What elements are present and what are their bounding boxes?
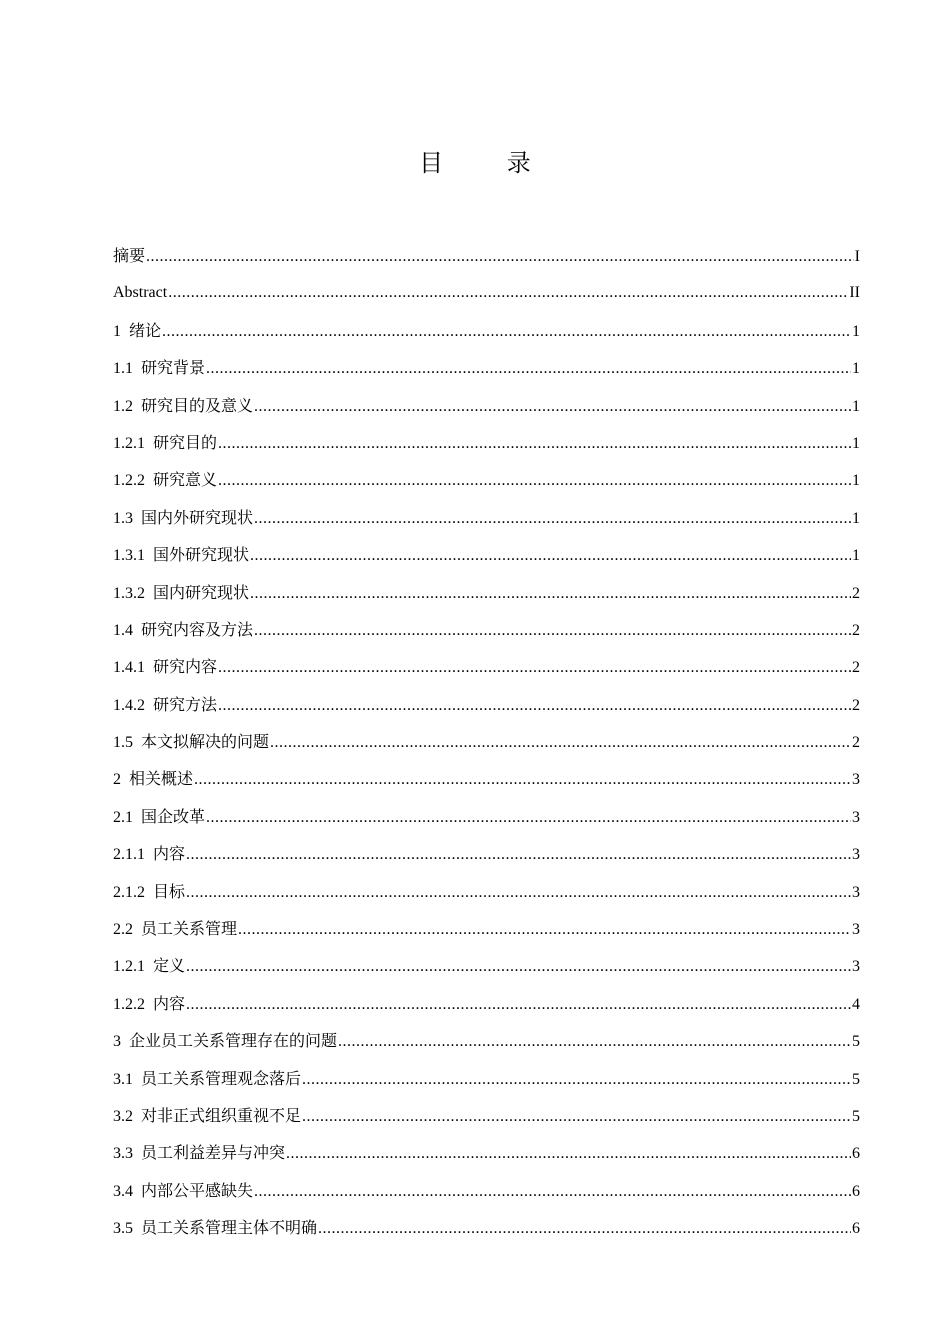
toc-entry[interactable] — [113, 1139, 860, 1176]
toc-entry[interactable] — [113, 317, 860, 354]
toc-number: 1.4.2 — [113, 696, 145, 714]
toc-page-number: 1 — [852, 472, 860, 490]
toc-text: 定义 — [153, 956, 186, 976]
toc-page-number: 1 — [852, 509, 860, 527]
toc-page-number: 1 — [852, 547, 860, 565]
toc-label — [113, 653, 217, 682]
toc-label — [113, 803, 205, 832]
toc-entry[interactable] — [113, 1065, 860, 1102]
toc-page-number: 3 — [852, 771, 860, 789]
toc-entry[interactable] — [113, 728, 860, 765]
toc-label — [113, 728, 269, 757]
toc-text: 对非正式组织重视不足 — [141, 1105, 302, 1125]
toc-page-number: 1 — [852, 360, 860, 378]
toc-entry[interactable] — [113, 279, 860, 316]
toc-dot-leader — [218, 430, 851, 458]
toc-text: 企业员工关系管理存在的问题 — [129, 1031, 338, 1051]
toc-entry[interactable] — [113, 1177, 860, 1214]
toc-label — [113, 765, 193, 794]
toc-text: 相关概述 — [129, 769, 194, 789]
toc-label — [113, 1214, 317, 1243]
toc-text: 研究内容及方法 — [141, 619, 254, 639]
toc-dot-leader — [218, 692, 851, 720]
toc-label — [113, 990, 185, 1019]
toc-entry[interactable] — [113, 1102, 860, 1139]
toc-entry[interactable] — [113, 878, 860, 915]
toc-entry[interactable] — [113, 1214, 860, 1251]
toc-dot-leader — [254, 1178, 851, 1206]
toc-entry[interactable] — [113, 579, 860, 616]
toc-label — [113, 1139, 285, 1168]
toc-label — [113, 242, 145, 270]
toc-label — [113, 504, 253, 533]
toc-text: 员工关系管理主体不明确 — [141, 1218, 318, 1238]
toc-page-number: 2 — [852, 621, 860, 639]
toc-dot-leader — [186, 879, 851, 907]
toc-number: 3.2 — [113, 1107, 133, 1125]
toc-label — [113, 579, 249, 608]
toc-entry[interactable] — [113, 504, 860, 541]
toc-page-number: II — [849, 284, 860, 302]
toc-text: 国内外研究现状 — [141, 507, 254, 527]
toc-dot-leader — [146, 243, 854, 271]
toc-label — [113, 541, 249, 570]
toc-number: 1.1 — [113, 360, 133, 378]
toc-text: 国内研究现状 — [153, 582, 250, 602]
toc-dot-leader — [254, 617, 851, 645]
toc-text: 研究方法 — [153, 694, 218, 714]
toc-label — [113, 1102, 301, 1131]
toc-page-number: 2 — [852, 696, 860, 714]
toc-entry[interactable] — [113, 840, 860, 877]
toc-number: 1.4 — [113, 621, 133, 639]
toc-entry[interactable] — [113, 429, 860, 466]
toc-entry[interactable] — [113, 1027, 860, 1064]
toc-page-number: 3 — [852, 808, 860, 826]
toc-dot-leader — [270, 729, 851, 757]
toc-number: 2.1.2 — [113, 883, 145, 901]
toc-dot-leader — [168, 279, 848, 307]
toc-number: 3 — [113, 1033, 121, 1051]
toc-text: 国外研究现状 — [153, 545, 250, 565]
toc-page-number: 1 — [852, 322, 860, 340]
toc-dot-leader — [238, 916, 851, 944]
toc-label — [113, 429, 217, 458]
toc-page-number: 3 — [852, 846, 860, 864]
toc-entry[interactable] — [113, 653, 860, 690]
toc-entry[interactable] — [113, 691, 860, 728]
toc-label — [113, 952, 185, 981]
toc-label — [113, 279, 167, 307]
toc-dot-leader — [254, 505, 851, 533]
toc-page-number: 4 — [852, 995, 860, 1013]
toc-text: 研究意义 — [153, 470, 218, 490]
toc-entry[interactable] — [113, 990, 860, 1027]
toc-text: 研究目的 — [153, 432, 218, 452]
table-of-contents — [113, 242, 860, 1252]
toc-number: 1.2.2 — [113, 995, 145, 1013]
toc-page-number: 6 — [852, 1145, 860, 1163]
toc-number: 2.1 — [113, 808, 133, 826]
toc-entry[interactable] — [113, 466, 860, 503]
toc-dot-leader — [206, 355, 851, 383]
toc-number: 2.1.1 — [113, 846, 145, 864]
toc-number: 3.4 — [113, 1182, 133, 1200]
toc-entry[interactable] — [113, 392, 860, 429]
toc-number: 3.1 — [113, 1070, 133, 1088]
toc-entry[interactable] — [113, 803, 860, 840]
toc-text: 摘要 — [113, 246, 146, 265]
toc-number: 1.3 — [113, 509, 133, 527]
toc-number: 1.2.1 — [113, 958, 145, 976]
toc-number: 1.4.1 — [113, 659, 145, 677]
toc-label — [113, 691, 217, 720]
toc-text: 绪论 — [129, 320, 162, 340]
toc-page-number: I — [854, 248, 860, 265]
toc-number: 3.3 — [113, 1145, 133, 1163]
toc-dot-leader — [302, 1066, 851, 1094]
toc-text: 研究目的及意义 — [141, 395, 254, 415]
toc-number: 1.2.2 — [113, 472, 145, 490]
toc-text: 研究内容 — [153, 657, 218, 677]
toc-dot-leader — [250, 542, 851, 570]
toc-dot-leader — [218, 654, 851, 682]
toc-page-number: 5 — [852, 1107, 860, 1125]
toc-page-number: 2 — [852, 584, 860, 602]
toc-label — [113, 1027, 337, 1056]
toc-text: 员工关系管理观念落后 — [141, 1068, 302, 1088]
toc-number: 1.3.2 — [113, 584, 145, 602]
toc-dot-leader — [194, 766, 851, 794]
toc-page-number: 2 — [852, 659, 860, 677]
toc-number: 2.2 — [113, 921, 133, 939]
toc-dot-leader — [318, 1215, 851, 1243]
toc-number: 2 — [113, 771, 121, 789]
toc-number: 3.5 — [113, 1220, 133, 1238]
toc-label — [113, 840, 185, 869]
toc-dot-leader — [206, 804, 851, 832]
toc-number: 1.2.1 — [113, 434, 145, 452]
toc-page-number: 3 — [852, 883, 860, 901]
toc-number: 1.2 — [113, 397, 133, 415]
toc-entry[interactable] — [113, 354, 860, 391]
toc-page-number: 1 — [852, 434, 860, 452]
toc-text: 国企改革 — [141, 806, 206, 826]
toc-dot-leader — [186, 841, 851, 869]
toc-entry[interactable] — [113, 541, 860, 578]
toc-page-number: 3 — [852, 958, 860, 976]
toc-text: 本文拟解决的问题 — [141, 732, 270, 752]
toc-dot-leader — [186, 953, 851, 981]
toc-page-number: 5 — [852, 1070, 860, 1088]
toc-label — [113, 878, 185, 907]
toc-dot-leader — [250, 580, 851, 608]
page-title: 目 录 — [419, 149, 559, 177]
toc-dot-leader — [254, 393, 851, 421]
toc-entry[interactable] — [113, 765, 860, 802]
toc-label — [113, 354, 205, 383]
toc-entry[interactable] — [113, 915, 860, 952]
toc-page-number: 6 — [852, 1182, 860, 1200]
toc-page-number: 5 — [852, 1033, 860, 1051]
toc-text: 内容 — [153, 844, 186, 864]
toc-page-number: 6 — [852, 1220, 860, 1238]
toc-label — [113, 466, 217, 495]
toc-label — [113, 1065, 301, 1094]
toc-text: 研究背景 — [141, 358, 206, 378]
toc-number: 1 — [113, 322, 121, 340]
toc-page-number: 1 — [852, 397, 860, 415]
toc-text: 目标 — [153, 881, 186, 901]
toc-label — [113, 317, 161, 346]
toc-entry[interactable] — [113, 616, 860, 653]
toc-label — [113, 1177, 253, 1206]
toc-entry[interactable] — [113, 952, 860, 989]
toc-text: Abstract — [113, 284, 168, 302]
toc-dot-leader — [286, 1140, 851, 1168]
toc-text: 内容 — [153, 993, 186, 1013]
toc-page-number: 2 — [852, 734, 860, 752]
toc-text: 内部公平感缺失 — [141, 1180, 254, 1200]
toc-label — [113, 392, 253, 421]
toc-page-number: 3 — [852, 921, 860, 939]
toc-dot-leader — [218, 467, 851, 495]
toc-text: 员工利益差异与冲突 — [141, 1143, 286, 1163]
toc-label — [113, 915, 237, 944]
toc-entry[interactable] — [113, 242, 860, 279]
toc-text: 员工关系管理 — [141, 919, 238, 939]
toc-dot-leader — [186, 991, 851, 1019]
toc-dot-leader — [162, 318, 851, 346]
toc-number: 1.5 — [113, 734, 133, 752]
toc-number: 1.3.1 — [113, 547, 145, 565]
toc-dot-leader — [338, 1028, 851, 1056]
toc-dot-leader — [302, 1103, 851, 1131]
toc-label — [113, 616, 253, 645]
